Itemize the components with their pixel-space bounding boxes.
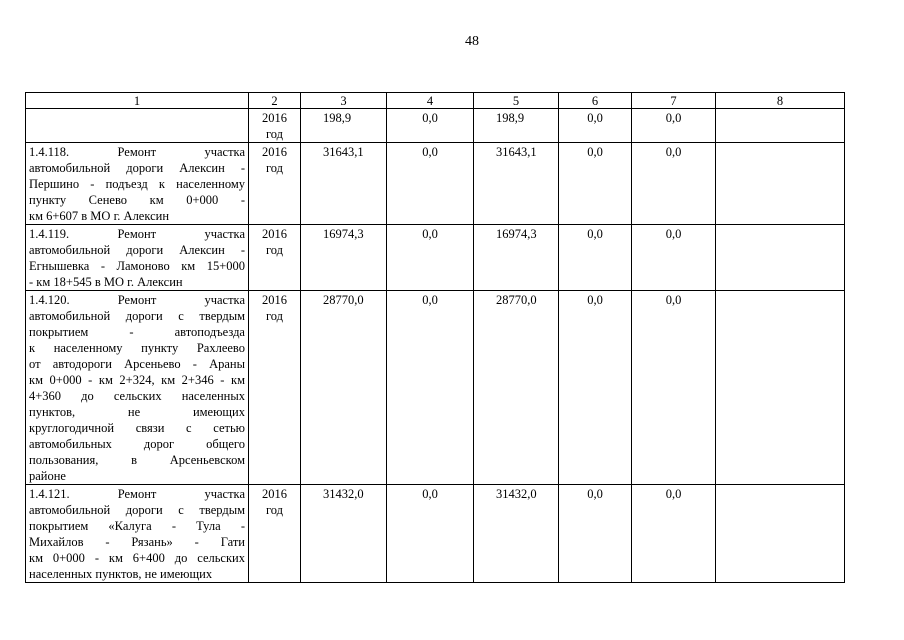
row-value-c7: 0,0 <box>632 143 716 225</box>
row-value-c4: 0,0 <box>387 225 474 291</box>
row-value-c8 <box>716 485 845 583</box>
header-col-2: 2 <box>249 93 301 109</box>
row-value-c7: 0,0 <box>632 225 716 291</box>
row-year <box>249 225 301 291</box>
description-line: автомобильной дороги Алексин - <box>29 161 245 175</box>
description-line: пунктов, не имеющих <box>29 405 245 419</box>
year-text: 2016 <box>262 145 287 159</box>
description-line: покрытием - автоподъезда <box>29 325 245 339</box>
row-value-c4: 0,0 <box>387 291 474 485</box>
year-text: 2016 <box>262 227 287 241</box>
description-line: покрытием «Калуга - Тула - <box>29 519 245 533</box>
year-text: 2016 <box>262 111 287 125</box>
description-line: - км 18+545 в МО г. Алексин <box>29 275 183 289</box>
row-value-c4: 0,0 <box>387 109 474 143</box>
header-col-4: 4 <box>387 93 474 109</box>
row-value-c5: 16974,3 <box>474 225 559 291</box>
description-line: автомобильной дороги Алексин - <box>29 243 245 257</box>
row-year <box>249 485 301 583</box>
table-header-row <box>26 93 845 109</box>
row-value-c7: 0,0 <box>632 109 716 143</box>
header-col-1: 1 <box>26 93 249 109</box>
description-line: населенных пунктов, не имеющих <box>29 567 213 581</box>
description-line: пользования, в Арсеньевском <box>29 453 245 467</box>
year-text: 2016 <box>262 487 287 501</box>
row-value-c6: 0,0 <box>559 291 632 485</box>
row-value-c6: 0,0 <box>559 225 632 291</box>
year-text: год <box>265 161 284 175</box>
row-value-c6: 0,0 <box>559 485 632 583</box>
row-value-c3: 28770,0 <box>301 291 387 485</box>
description-line: автомобильной дороги с твердым <box>29 503 245 517</box>
description-line: районе <box>29 469 66 483</box>
row-value-c4: 0,0 <box>387 485 474 583</box>
table-row <box>26 143 845 225</box>
description-line: Михайлов - Рязань» - Гати <box>29 535 245 549</box>
row-year <box>249 109 301 143</box>
row-value-c8 <box>716 225 845 291</box>
year-text: 2016 <box>262 293 287 307</box>
row-value-c5: 28770,0 <box>474 291 559 485</box>
year-text: год <box>265 127 284 141</box>
row-value-c5: 198,9 <box>474 109 559 143</box>
header-col-3: 3 <box>301 93 387 109</box>
description-line: круглогодичной связи с сетью <box>29 421 245 435</box>
header-col-6: 6 <box>559 93 632 109</box>
table-row <box>26 225 845 291</box>
year-text: год <box>265 309 284 323</box>
row-value-c7: 0,0 <box>632 485 716 583</box>
row-description <box>26 485 249 583</box>
description-line: Егнышевка - Ламоново км 15+000 <box>29 259 245 273</box>
description-line: 1.4.120. Ремонт участка <box>29 293 245 307</box>
description-line: Першино - подъезд к населенному <box>29 177 245 191</box>
description-line: км 0+000 - км 2+324, км 2+346 - км <box>29 373 245 387</box>
description-line: 1.4.121. Ремонт участка <box>29 487 245 501</box>
description-line: км 0+000 - км 6+400 до сельских <box>29 551 245 565</box>
header-col-5: 5 <box>474 93 559 109</box>
budget-table <box>25 92 845 583</box>
description-line: км 6+607 в МО г. Алексин <box>29 209 170 223</box>
row-year <box>249 143 301 225</box>
description-line: к населенному пункту Рахлеево <box>29 341 245 355</box>
row-description <box>26 109 249 143</box>
year-text: год <box>265 243 284 257</box>
description-line: от автодороги Арсеньево - Араны <box>29 357 245 371</box>
description-line: автомобильной дороги с твердым <box>29 309 245 323</box>
row-description <box>26 291 249 485</box>
row-description <box>26 225 249 291</box>
row-value-c8 <box>716 109 845 143</box>
row-value-c3: 198,9 <box>301 109 387 143</box>
row-value-c3: 31643,1 <box>301 143 387 225</box>
row-value-c7: 0,0 <box>632 291 716 485</box>
header-col-7: 7 <box>632 93 716 109</box>
description-line: 1.4.119. Ремонт участка <box>29 227 245 241</box>
description-line: 4+360 до сельских населенных <box>29 389 245 403</box>
description-line: пункту Сенево км 0+000 - <box>29 193 245 207</box>
row-value-c5: 31432,0 <box>474 485 559 583</box>
description-line: 1.4.118. Ремонт участка <box>29 145 245 159</box>
year-text: год <box>265 503 284 517</box>
row-description <box>26 143 249 225</box>
row-value-c4: 0,0 <box>387 143 474 225</box>
row-year <box>249 291 301 485</box>
row-value-c3: 31432,0 <box>301 485 387 583</box>
row-value-c8 <box>716 291 845 485</box>
table-row <box>26 109 845 143</box>
header-col-8: 8 <box>716 93 845 109</box>
row-value-c5: 31643,1 <box>474 143 559 225</box>
row-value-c6: 0,0 <box>559 143 632 225</box>
row-value-c3: 16974,3 <box>301 225 387 291</box>
table-row <box>26 291 845 485</box>
row-value-c8 <box>716 143 845 225</box>
table-row <box>26 485 845 583</box>
description-line: автомобильных дорог общего <box>29 437 245 451</box>
row-value-c6: 0,0 <box>559 109 632 143</box>
page-number: 48 <box>465 34 479 49</box>
